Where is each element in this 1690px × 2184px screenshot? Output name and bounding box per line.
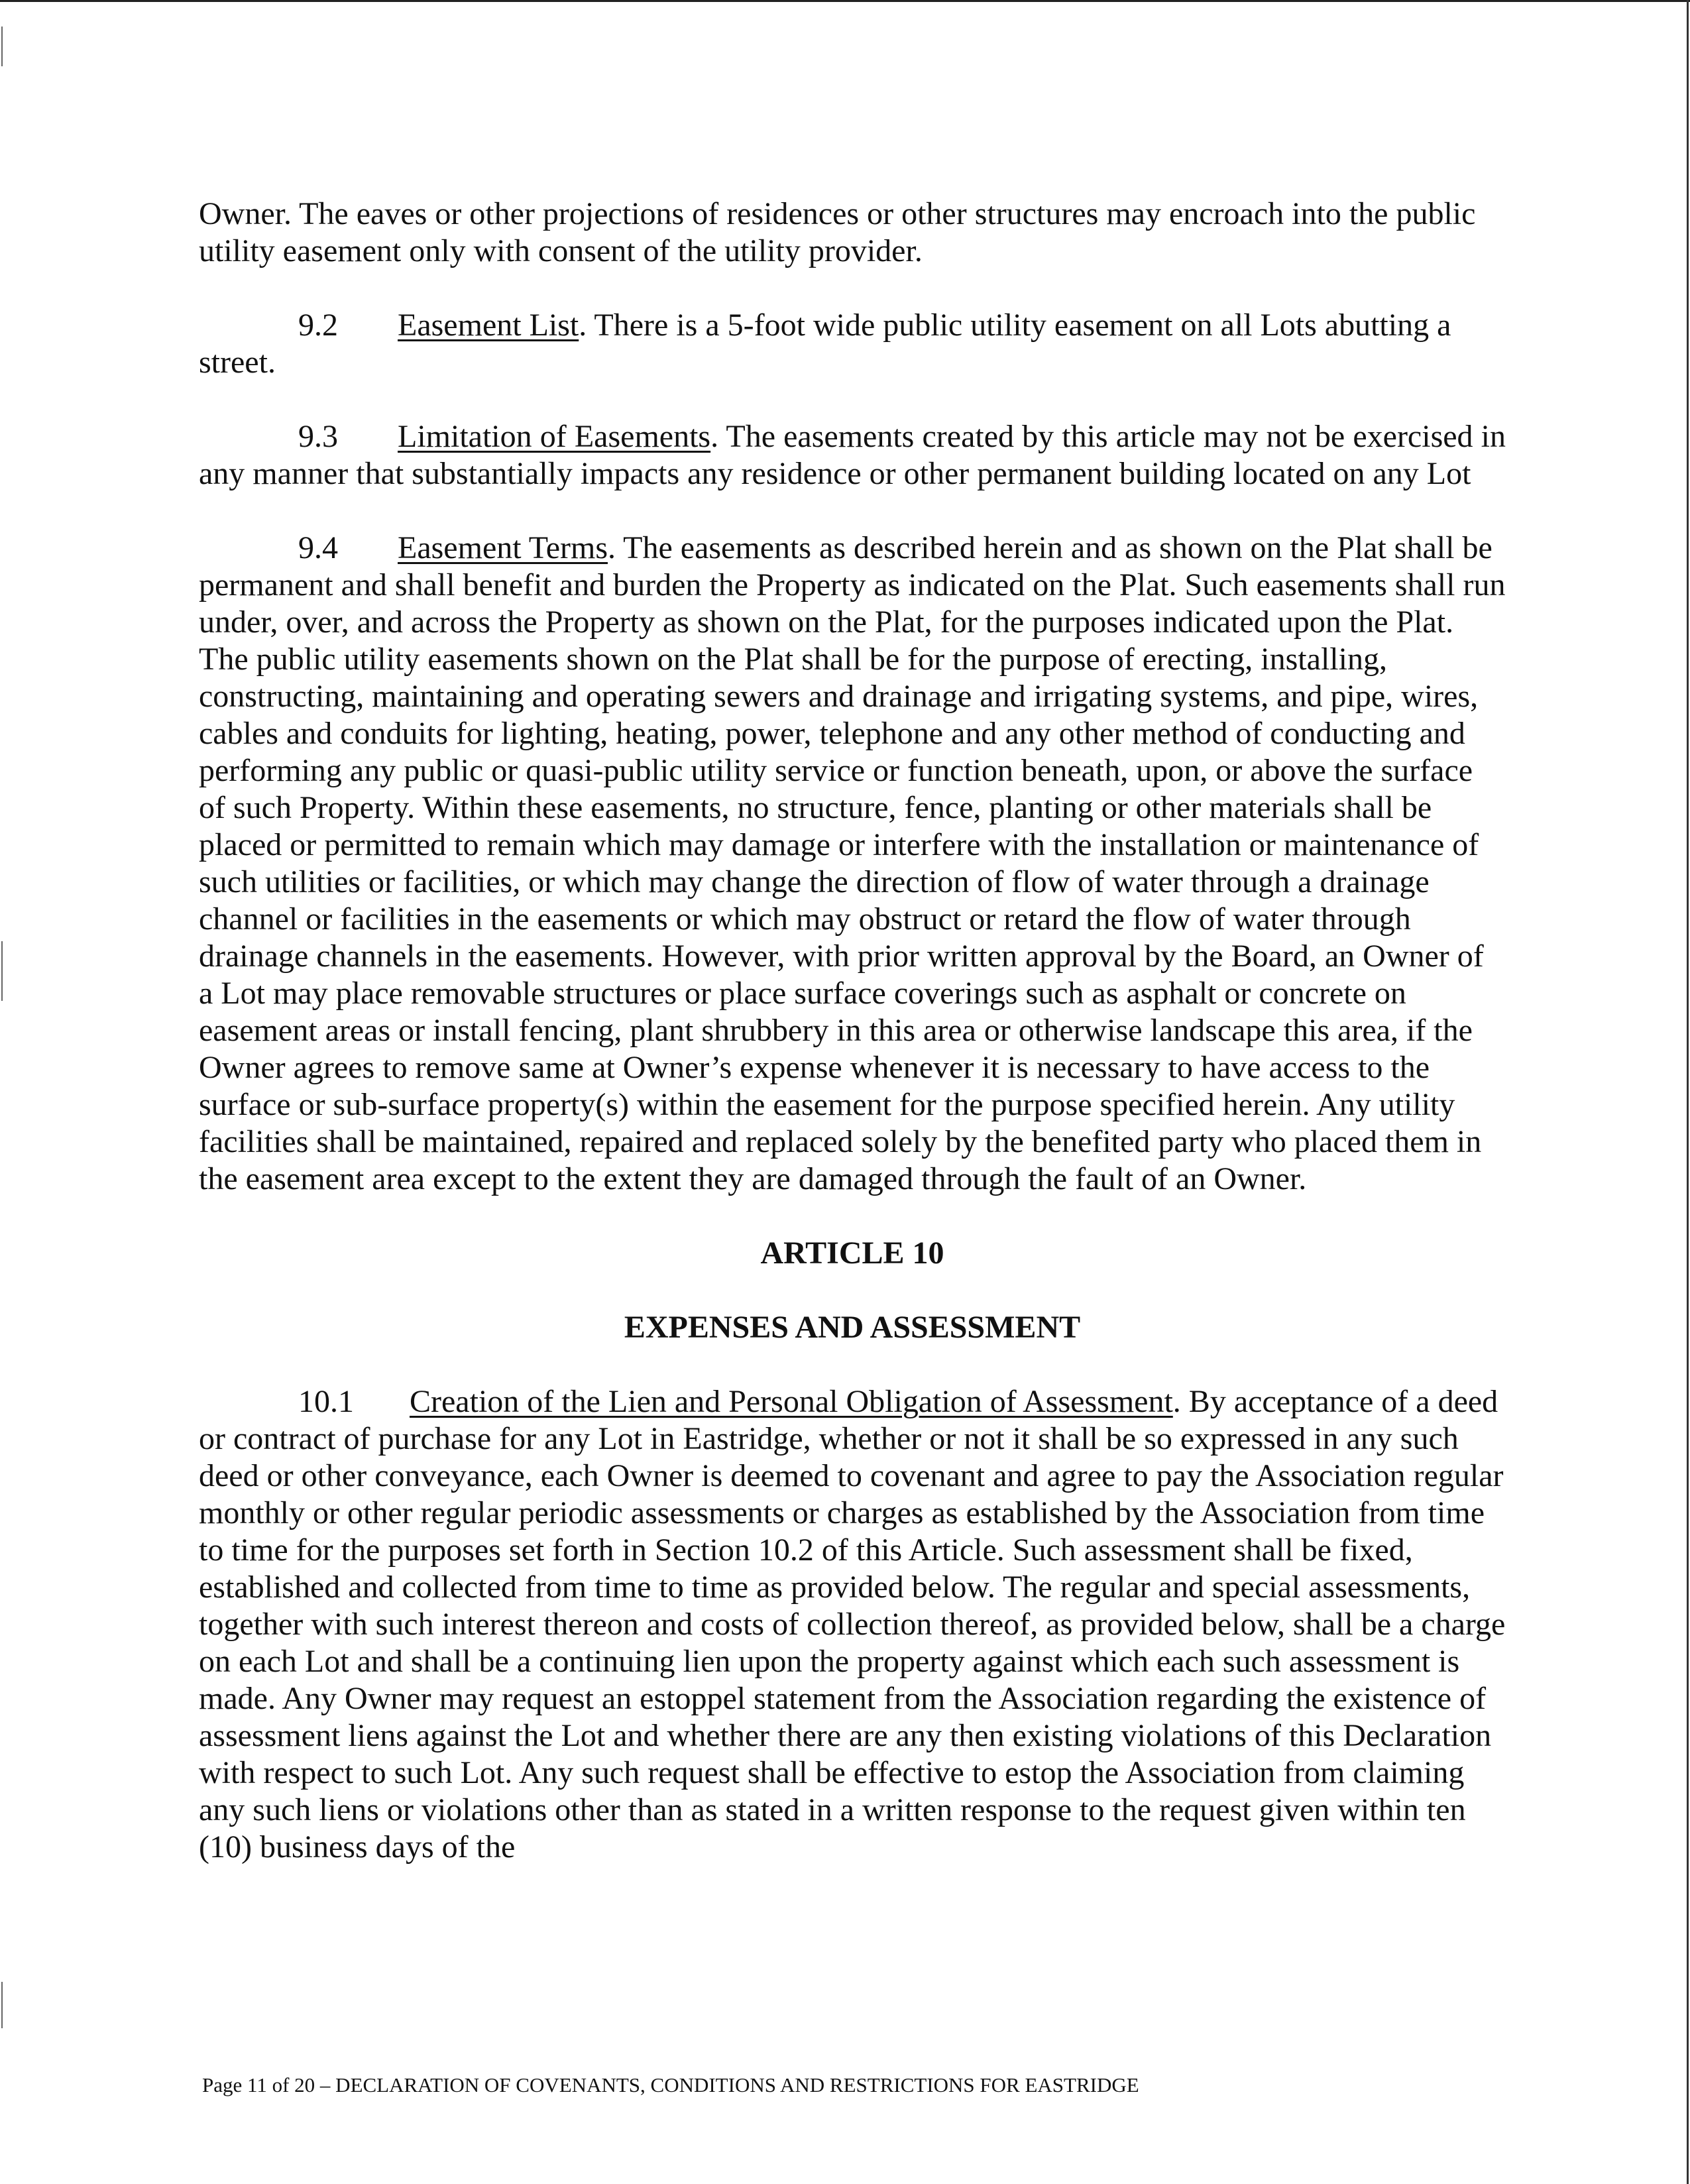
- paragraph-gap: [199, 492, 1506, 530]
- section-heading: Easement List: [398, 308, 579, 343]
- section-number: 10.1: [298, 1384, 354, 1419]
- article-label: ARTICLE 10: [760, 1236, 944, 1271]
- scan-right-edge: [1687, 0, 1689, 2184]
- paragraph-continuation: Owner. The eaves or other projections of residences or other structures may encroach into the public utility easement only with consent of the utility provider.: [199, 196, 1476, 268]
- paragraph-gap: [199, 1272, 1506, 1309]
- paragraph-gap: [199, 381, 1506, 418]
- section-9-4: [199, 530, 1506, 1198]
- scan-left-mark: [1, 1982, 3, 2028]
- section-9-2: [199, 307, 1506, 381]
- page-footer: Page 11 of 20 – DECLARATION OF COVENANTS, CONDITIONS AND RESTRICTIONS FOR EASTRIDGE: [202, 2073, 1139, 2097]
- section-number: 9.3: [298, 419, 338, 454]
- paragraph-gap: [199, 1346, 1506, 1383]
- article-title: EXPENSES AND ASSESSMENT: [624, 1310, 1081, 1345]
- paragraph-gap: [199, 1198, 1506, 1235]
- section-text: . The easements as described herein and as shown on the Plat shall be permanent and shall benefit and burden the Property as indicated on the Plat. Such easements shall run under, over, and across the Property as shown on the Plat, for the purposes indicated upon the Plat. The public utility easements shown on the Plat shall be for the purpose of erecting, installing, constructing, maintaining and operating sewers and drainage and irrigating systems, and pipe, wires, cables and conduits for lighting, heating, power, telephone and any other method of conducting and performing any public or quasi-public utility service or function beneath, upon, or above the surface of such Property. Within these easements, no structure, fence, planting or other materials shall be placed or permitted to remain which may damage or interfere with the installation or maintenance of such utilities or facilities, or which may change the direction of flow of water through a drainage channel or facilities in the easements or which may obstruct or retard the flow of water through drainage channels in the easements. However, with prior written approval by the Board, an Owner of a Lot may place removable structures or place surface coverings such as asphalt or concrete on easement areas or install fencing, plant shrubbery in this area or otherwise landscape this area, if the Owner agrees to remove same at Owner’s expense whenever it is necessary to have access to the surface or sub-surface property(s) within the easement for the purpose specified herein. Any utility facilities shall be maintained, repaired and replaced solely by the benefited party who placed them in the easement area except to the extent they are damaged through the fault of an Owner.: [199, 530, 1506, 1196]
- section-text: . There is a 5-foot wide public utility easement on all Lots abutting a street.: [199, 308, 1451, 380]
- scan-left-mark: [1, 941, 3, 1001]
- section-heading: Limitation of Easements: [398, 419, 711, 454]
- section-heading: Creation of the Lien and Personal Obligation of Assessment: [410, 1384, 1173, 1419]
- scan-left-mark: [1, 27, 3, 66]
- scan-top-edge: [0, 0, 1690, 2]
- section-number: 9.2: [298, 308, 338, 343]
- section-9-3: [199, 418, 1506, 492]
- section-text: . The easements created by this article may not be exercised in any manner that substantially impacts any residence or other permanent building located on any Lot: [199, 419, 1506, 491]
- paragraph-gap: [199, 270, 1506, 307]
- section-10-1: [199, 1383, 1506, 1866]
- section-number: 9.4: [298, 530, 338, 565]
- document-body: [199, 196, 1506, 1866]
- section-heading: Easement Terms: [398, 530, 608, 565]
- section-text: . By acceptance of a deed or contract of purchase for any Lot in Eastridge, whether or not it shall be so expressed in any such deed or other conveyance, each Owner is deemed to covenant and agree to pay the Association regular monthly or other regular periodic assessments or charges as established by the Association from time to time for the purposes set forth in Section 10.2 of this Article. Such assessment shall be fixed, established and collected from time to time as provided below. The regular and special assessments, together with such interest thereon and costs of collection thereof, as provided below, shall be a charge on each Lot and shall be a continuing lien upon the property against which each such assessment is made. Any Owner may request an estoppel statement from the Association regarding the existence of assessment liens against the Lot and whether there are any then existing violations of this Declaration with respect to such Lot. Any such request shall be effective to estop the Association from claiming any such liens or violations other than as stated in a written response to the request given within ten (10) business days of the: [199, 1384, 1506, 1865]
